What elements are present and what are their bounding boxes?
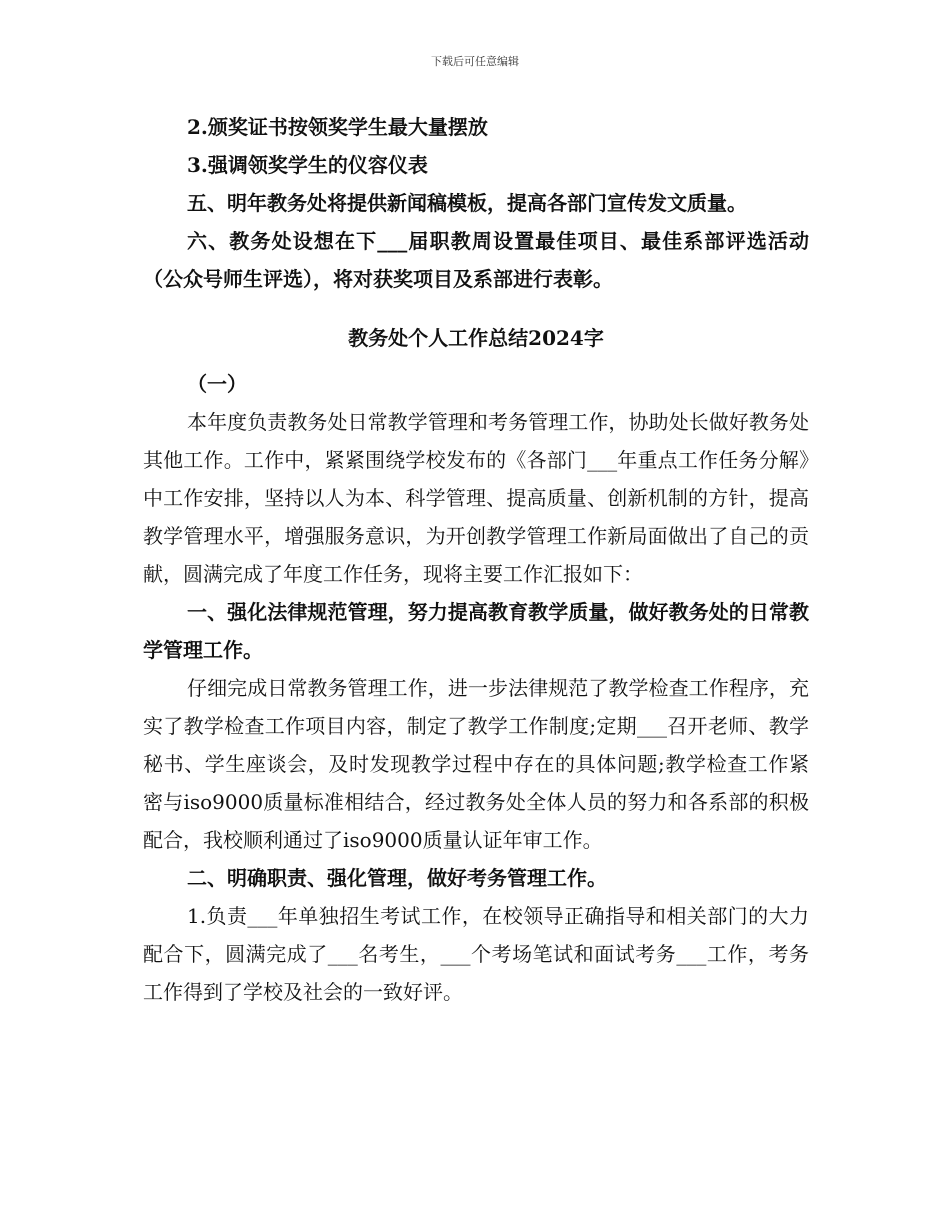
paragraph-intro: 本年度负责教务处日常教学管理和考务管理工作，协助处长做好教务处其他工作。工作中，紧紧围绕学校发布的《各部门___年重点工作任务分解》中工作安排，坚持以人为本、科学管理、提高质量、创新机制的方针，提高教学管理水平，增强服务意识，为开创教学管理工作新局面做出了自己的贡献，圆满完成了年度工作任务，现将主要工作汇报如下：	[143, 410, 809, 586]
paragraph-best-project: 六、教务处设想在下___届职教周设置最佳项目、最佳系部评选活动（公众号师生评选），将对获奖项目及系部进行表彰。	[143, 229, 809, 291]
paragraph-award-certificates: 2.颁奖证书按领奖学生最大量摆放	[187, 115, 488, 139]
heading-section-two: 二、明确职责、强化管理，做好考务管理工作。	[187, 866, 607, 890]
paragraph-exam-management: 1.负责___年单独招生考试工作，在校领导正确指导和相关部门的大力配合下，圆满完成了___名考生，___个考场笔试和面试考务___工作，考务工作得到了学校及社会的一致好评。	[143, 904, 809, 1004]
section-marker: （一）	[187, 372, 247, 396]
paragraph-daily-management: 仔细完成日常教务管理工作，进一步法律规范了教学检查工作程序，充实了教学检查工作项目内容，制定了教学工作制度;定期___召开老师、教学秘书、学生座谈会，及时发现教学过程中存在的具体问题;教学检查工作紧密与iso9000质量标准相结合，经过教务处全体人员的努力和各系部的积极配合，我校顺利通过了iso9000质量认证年审工作。	[143, 676, 809, 852]
paragraph-news-template: 五、明年教务处将提供新闻稿模板，提高各部门宣传发文质量。	[187, 191, 747, 215]
heading-section-one: 一、强化法律规范管理，努力提高教育教学质量，做好教务处的日常教学管理工作。	[143, 600, 809, 662]
document-body	[143, 108, 809, 1011]
document-title: 教务处个人工作总结2024字	[348, 326, 604, 350]
page-header-note: 下载后可任意编辑	[431, 55, 519, 68]
paragraph-award-appearance: 3.强调领奖学生的仪容仪表	[187, 153, 428, 177]
